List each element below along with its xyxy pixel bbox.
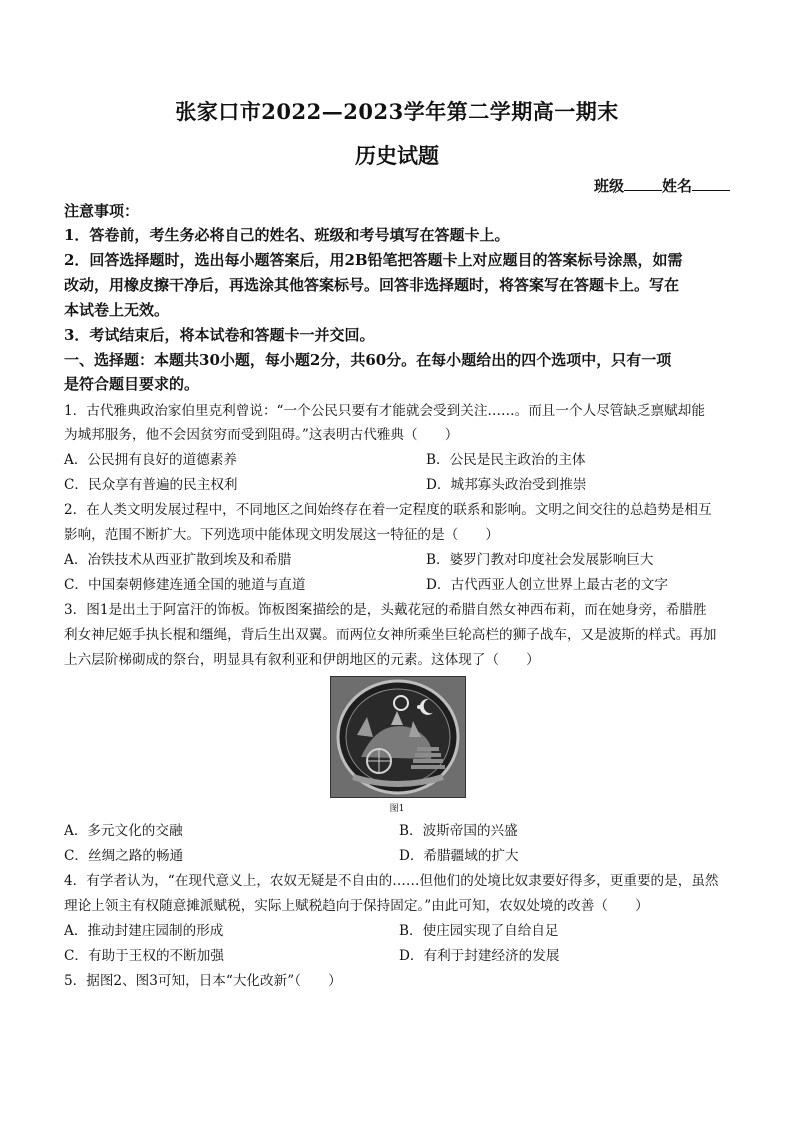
- note-2-line3: 本试卷上无效。: [64, 301, 170, 319]
- question-4-line1: 4．有学者认为，“在现代意义上，农奴无疑是不自由的……但他们的处境比奴隶要好得多，更重要的是，虽然: [64, 873, 719, 889]
- note-3: 3．考试结束后，将本试卷和答题卡一并交回。: [64, 326, 375, 344]
- question-3-line3: 上六层阶梯砌成的祭台，明显具有叙利亚和伊朗地区的元素。这体现了（ ）: [64, 652, 540, 668]
- q3-option-c[interactable]: C．丝绸之路的畅通: [64, 848, 184, 864]
- section-instructions-line2: 是符合题目要求的。: [64, 375, 200, 393]
- q1-option-a[interactable]: A．公民拥有良好的道德素养: [64, 452, 237, 468]
- q3-option-b[interactable]: B．波斯帝国的兴盛: [399, 823, 518, 839]
- note-1: 1．答卷前，考生务必将自己的姓名、班级和考号填写在答题卡上。: [64, 226, 510, 244]
- figure-1-plaque-image: [330, 676, 466, 798]
- section-instructions-line1: 一、选择题：本题共30小题，每小题2分，共60分。在每小题给出的四个选项中，只有一项: [64, 351, 672, 369]
- q2-option-c[interactable]: C．中国秦朝修建连通全国的驰道与直道: [64, 577, 306, 593]
- q2-option-a[interactable]: A．冶铁技术从西亚扩散到埃及和希腊: [64, 552, 292, 568]
- q1-option-c[interactable]: C．民众享有普遍的民主权利: [64, 477, 238, 493]
- question-3-line1: 3．图1是出土于阿富汗的饰板。饰板图案描绘的是，头戴花冠的希腊自然女神西布莉，而在她身旁，希腊胜: [64, 602, 707, 618]
- q4-option-b[interactable]: B．使庄园实现了自给自足: [399, 923, 559, 939]
- figure-1-caption: 图1: [389, 804, 405, 814]
- q4-option-d[interactable]: D．有利于封建经济的发展: [399, 948, 560, 964]
- notes-heading: 注意事项：: [64, 202, 140, 220]
- note-2-line2: 改动，用橡皮擦干净后，再选涂其他答案标号。回答非选择题时，将答案写在答题卡上。写在: [64, 276, 680, 294]
- name-label: 姓名: [661, 177, 692, 195]
- class-blank[interactable]: [624, 178, 662, 191]
- question-4-line2: 理论上领主有权随意摊派赋税，实际上赋税趋向于保持固定。”由此可知，农奴处境的改善（ ）: [64, 898, 649, 914]
- q1-option-d[interactable]: D．城邦寡头政治受到推崇: [426, 477, 587, 493]
- class-label: 班级: [593, 177, 624, 195]
- q4-option-a[interactable]: A．推动封建庄园制的形成: [64, 923, 224, 939]
- name-blank[interactable]: [692, 178, 730, 191]
- question-3-line2: 利女神尼姬手执长棍和缰绳，背后生出双翼。而两位女神所乘坐巨轮高栏的狮子战车，又是波斯的样式。再加: [64, 627, 717, 643]
- class-name-fields: [594, 175, 730, 196]
- question-2-line1: 2．在人类文明发展过程中，不同地区之间始终存在着一定程度的联系和影响。文明之间交往的总趋势是相互: [64, 502, 712, 518]
- question-2-line2: 影响，范围不断扩大。下列选项中能体现文明发展这一特征的是（ ）: [64, 527, 499, 543]
- q3-option-d[interactable]: D．希腊疆域的扩大: [399, 848, 519, 864]
- q4-option-c[interactable]: C．有助于王权的不断加强: [64, 948, 224, 964]
- question-1-line1: 1．古代雅典政治家伯里克利曾说：“一个公民只要有才能就会受到关注……。而且一个人尽管缺乏禀赋却能: [64, 403, 705, 419]
- question-1-line2: 为城邦服务，他不会因贫穷而受到阻碍。”这表明古代雅典（ ）: [64, 427, 459, 443]
- q2-option-b[interactable]: B．婆罗门教对印度社会发展影响巨大: [426, 552, 654, 568]
- question-5-line1: 5．据图2、图3可知，日本“大化改新”（ ）: [64, 973, 342, 989]
- exam-subject: 历史试题: [355, 143, 439, 168]
- q1-option-b[interactable]: B．公民是民主政治的主体: [426, 452, 586, 468]
- plaque-drawing: [331, 677, 465, 797]
- q2-option-d[interactable]: D．古代西亚人创立世界上最古老的文字: [426, 577, 668, 593]
- exam-title: 张家口市2022—2023学年第二学期高一期末: [175, 99, 619, 124]
- q3-option-a[interactable]: A．多元文化的交融: [64, 823, 183, 839]
- note-2-line1: 2．回答选择题时，选出每小题答案后，用2B铅笔把答题卡上对应题目的答案标号涂黑，如需: [64, 251, 683, 269]
